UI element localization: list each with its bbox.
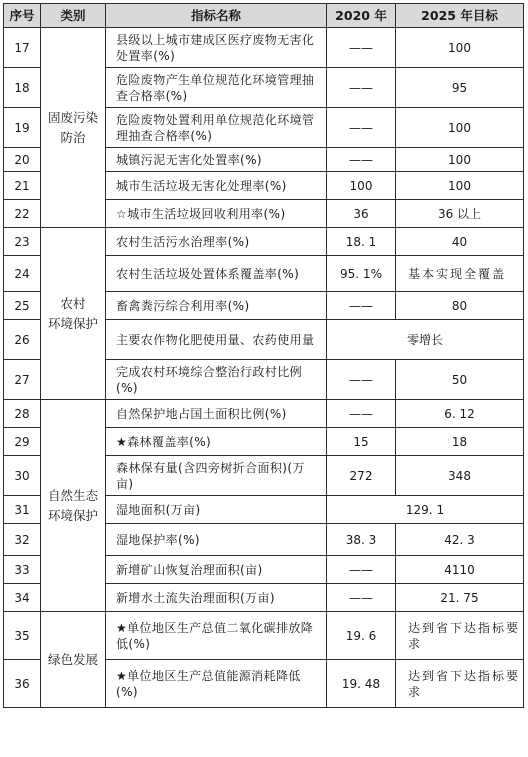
- target-2025: 100: [396, 148, 524, 172]
- value-2020: ——: [327, 108, 396, 148]
- row-number: 34: [4, 584, 41, 612]
- row-number: 21: [4, 172, 41, 200]
- indicator-name: ★单位地区生产总值能源消耗降低(%): [106, 660, 327, 708]
- category-cell: 农村 环境保护: [41, 228, 106, 400]
- header-category: 类别: [41, 4, 106, 28]
- category-cell: 自然生态 环境保护: [41, 400, 106, 612]
- header-2020: 2020 年: [327, 4, 396, 28]
- value-2020: 95. 1%: [327, 256, 396, 292]
- target-2025: 40: [396, 228, 524, 256]
- value-2020: ——: [327, 148, 396, 172]
- indicator-name: 主要农作物化肥使用量、农药使用量: [106, 320, 327, 360]
- target-2025: 80: [396, 292, 524, 320]
- row-number: 33: [4, 556, 41, 584]
- target-2025: 达到省下达指标要求: [396, 612, 524, 660]
- row-number: 20: [4, 148, 41, 172]
- row-number: 29: [4, 428, 41, 456]
- row-number: 25: [4, 292, 41, 320]
- target-2025: 21. 75: [396, 584, 524, 612]
- value-2020: ——: [327, 68, 396, 108]
- row-number: 35: [4, 612, 41, 660]
- value-2020: ——: [327, 28, 396, 68]
- indicator-name: 湿地保护率(%): [106, 524, 327, 556]
- category-cell: 固废污染 防治: [41, 28, 106, 228]
- table-row: [4, 228, 524, 256]
- indicator-name: 城镇污泥无害化处置率(%): [106, 148, 327, 172]
- header-indicator: 指标名称: [106, 4, 327, 28]
- indicator-name: 城市生活垃圾无害化处理率(%): [106, 172, 327, 200]
- category-cell: 绿色发展: [41, 612, 106, 708]
- value-2020: 100: [327, 172, 396, 200]
- value-2020: 15: [327, 428, 396, 456]
- indicator-name: 畜禽粪污综合利用率(%): [106, 292, 327, 320]
- target-2025: 达到省下达指标要求: [396, 660, 524, 708]
- indicator-name: 农村生活垃圾处置体系覆盖率(%): [106, 256, 327, 292]
- value-2020: 38. 3: [327, 524, 396, 556]
- row-number: 22: [4, 200, 41, 228]
- value-2020: 36: [327, 200, 396, 228]
- indicator-name: ★单位地区生产总值二氧化碳排放降低(%): [106, 612, 327, 660]
- value-2020: ——: [327, 556, 396, 584]
- value-2020: 19. 48: [327, 660, 396, 708]
- indicator-table: [3, 3, 524, 708]
- value-2020: 272: [327, 456, 396, 496]
- target-2025: 18: [396, 428, 524, 456]
- target-2025: 基本实现全覆盖: [396, 256, 524, 292]
- indicator-name: 森林保有量(含四旁树折合面积)(万亩): [106, 456, 327, 496]
- indicator-name: 新增矿山恢复治理面积(亩): [106, 556, 327, 584]
- value-2020: ——: [327, 400, 396, 428]
- row-number: 36: [4, 660, 41, 708]
- table-row: [4, 28, 524, 68]
- indicator-name: 县级以上城市建成区医疗废物无害化处置率(%): [106, 28, 327, 68]
- row-number: 30: [4, 456, 41, 496]
- row-number: 28: [4, 400, 41, 428]
- header-row: [4, 4, 524, 28]
- indicator-name: ★森林覆盖率(%): [106, 428, 327, 456]
- value-2020: ——: [327, 360, 396, 400]
- value-2020: 18. 1: [327, 228, 396, 256]
- value-2020: ——: [327, 292, 396, 320]
- indicator-name: 完成农村环境综合整治行政村比例(%): [106, 360, 327, 400]
- indicator-name: ☆城市生活垃圾回收利用率(%): [106, 200, 327, 228]
- row-number: 19: [4, 108, 41, 148]
- table-row: [4, 400, 524, 428]
- row-number: 18: [4, 68, 41, 108]
- target-2025: 36 以上: [396, 200, 524, 228]
- target-2025: 100: [396, 28, 524, 68]
- target-2025: 6. 12: [396, 400, 524, 428]
- target-2025: 4110: [396, 556, 524, 584]
- target-2025: 100: [396, 172, 524, 200]
- target-2025: 100: [396, 108, 524, 148]
- target-2025: 50: [396, 360, 524, 400]
- row-number: 32: [4, 524, 41, 556]
- target-2025: 42. 3: [396, 524, 524, 556]
- row-number: 24: [4, 256, 41, 292]
- indicator-name: 农村生活污水治理率(%): [106, 228, 327, 256]
- value-2020: 19. 6: [327, 612, 396, 660]
- table-row: [4, 612, 524, 660]
- target-2025: 129. 1: [327, 496, 524, 524]
- target-2025: 零增长: [327, 320, 524, 360]
- header-no: 序号: [4, 4, 41, 28]
- header-2025-target: 2025 年目标: [396, 4, 524, 28]
- target-2025: 95: [396, 68, 524, 108]
- target-2025: 348: [396, 456, 524, 496]
- row-number: 31: [4, 496, 41, 524]
- indicator-name: 危险废物产生单位规范化环境管理抽查合格率(%): [106, 68, 327, 108]
- row-number: 27: [4, 360, 41, 400]
- indicator-name: 危险废物处置利用单位规范化环境管理抽查合格率(%): [106, 108, 327, 148]
- indicator-name: 新增水土流失治理面积(万亩): [106, 584, 327, 612]
- row-number: 17: [4, 28, 41, 68]
- row-number: 23: [4, 228, 41, 256]
- indicator-name: 湿地面积(万亩): [106, 496, 327, 524]
- value-2020: ——: [327, 584, 396, 612]
- row-number: 26: [4, 320, 41, 360]
- indicator-name: 自然保护地占国土面积比例(%): [106, 400, 327, 428]
